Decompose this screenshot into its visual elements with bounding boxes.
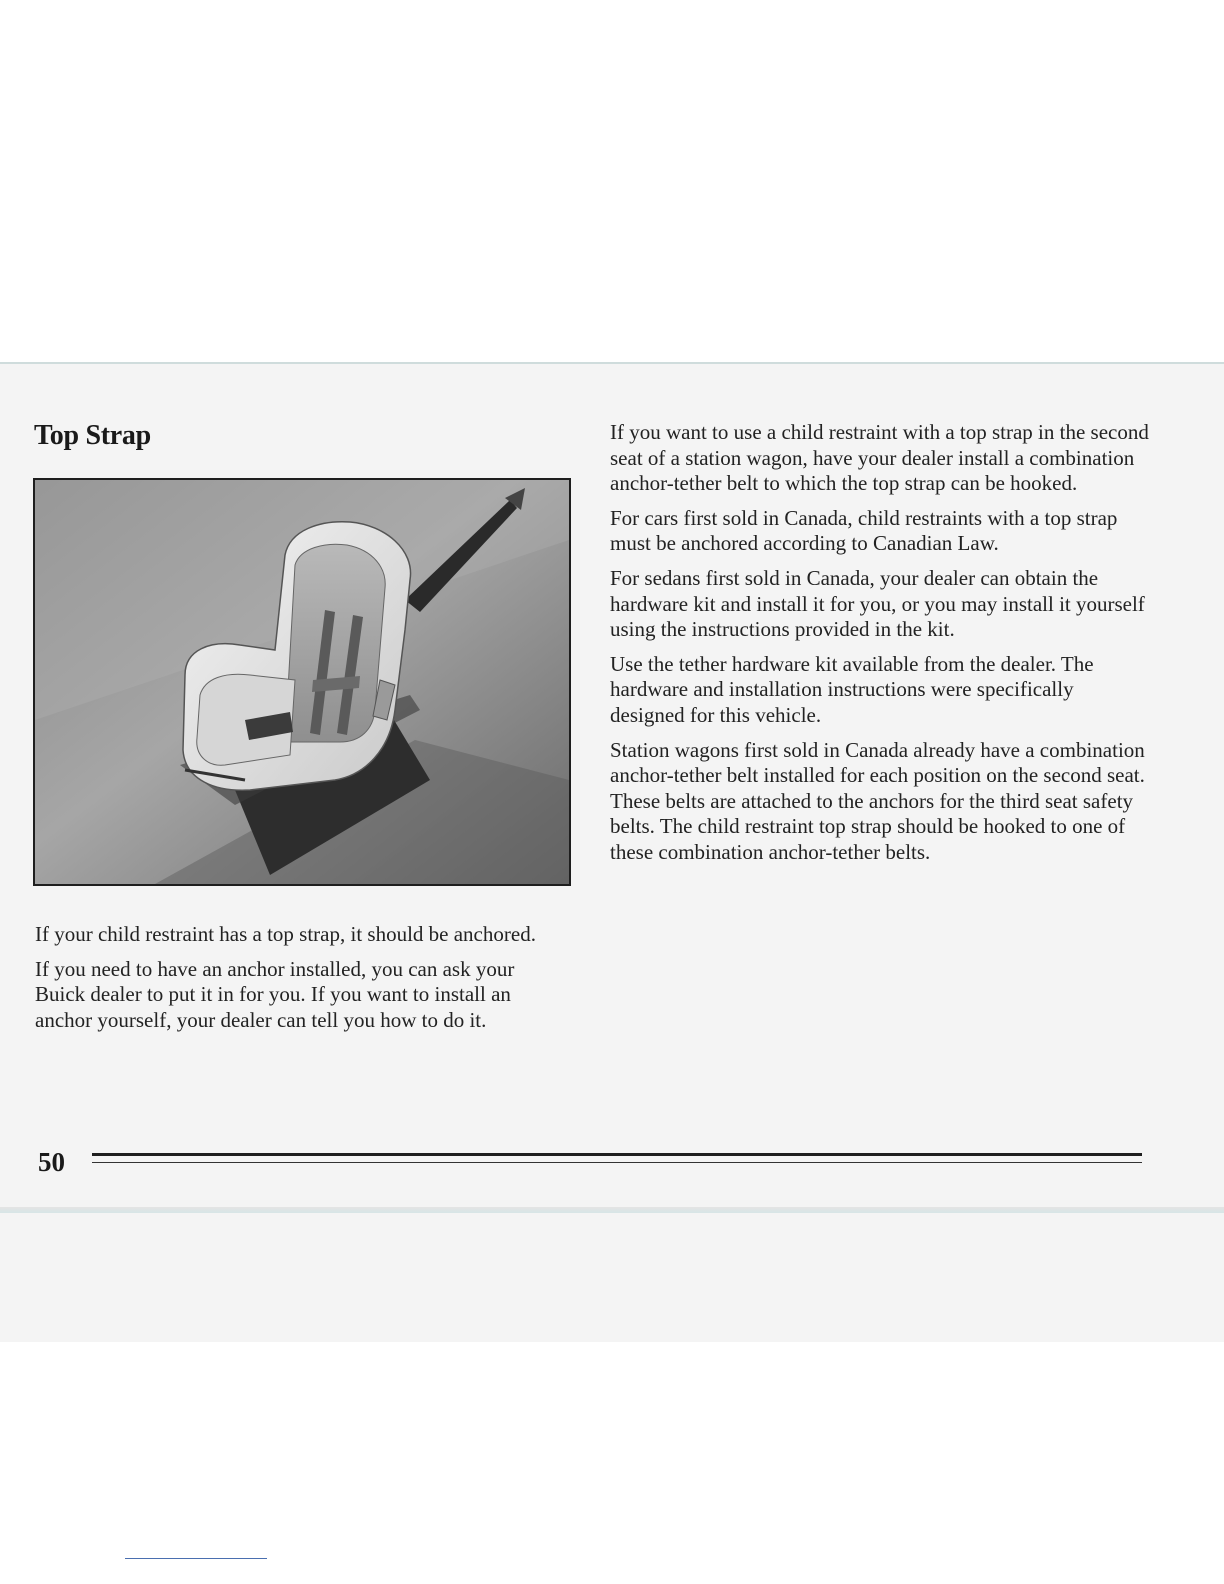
footer-rule-thin: [92, 1162, 1142, 1163]
left-column-text: [35, 922, 557, 1042]
paragraph: Station wagons first sold in Canada already have a combination anchor-tether belt installed for each position on the second seat. These belts are attached to the anchors for the third seat safety belts. The child restraint top strap should be hooked to one of these combination anchor-tether belts.: [610, 737, 1145, 864]
footer-rule-thick: [92, 1153, 1142, 1156]
paragraph: Use the tether hardware kit available from the dealer. The hardware and installation instructions were specifically designed for this vehicle.: [610, 651, 1094, 727]
child-seat-illustration: [35, 480, 569, 884]
top-edge-rule: [0, 362, 1224, 364]
bottom-underline: [125, 1558, 267, 1559]
page-title: Top Strap: [34, 420, 151, 451]
paragraph: If you need to have an anchor installed, you can ask your Buick dealer to put it in for you. If you want to install an anchor yourself, your dealer can tell you how to do it.: [35, 956, 515, 1032]
paragraph: If you want to use a child restraint with a top strap in the second seat of a station wagon, have your dealer install a combination anchor-tether belt to which the top strap can be hooked.: [610, 420, 1149, 496]
paragraph: For sedans first sold in Canada, your dealer can obtain the hardware kit and install it for you, or you may install it yourself using the instructions provided in the kit.: [610, 565, 1145, 642]
right-column-text: [610, 420, 1150, 875]
page-footer: [38, 1143, 1144, 1183]
bottom-edge-rule: [0, 1207, 1224, 1213]
child-seat-figure: [33, 478, 571, 886]
seat-back-pad: [285, 544, 385, 742]
page-number: 50: [38, 1147, 65, 1177]
paragraph: For cars first sold in Canada, child restraints with a top strap must be anchored according to Canadian Law.: [610, 505, 1118, 556]
paragraph: If your child restraint has a top strap, it should be anchored.: [35, 922, 536, 946]
